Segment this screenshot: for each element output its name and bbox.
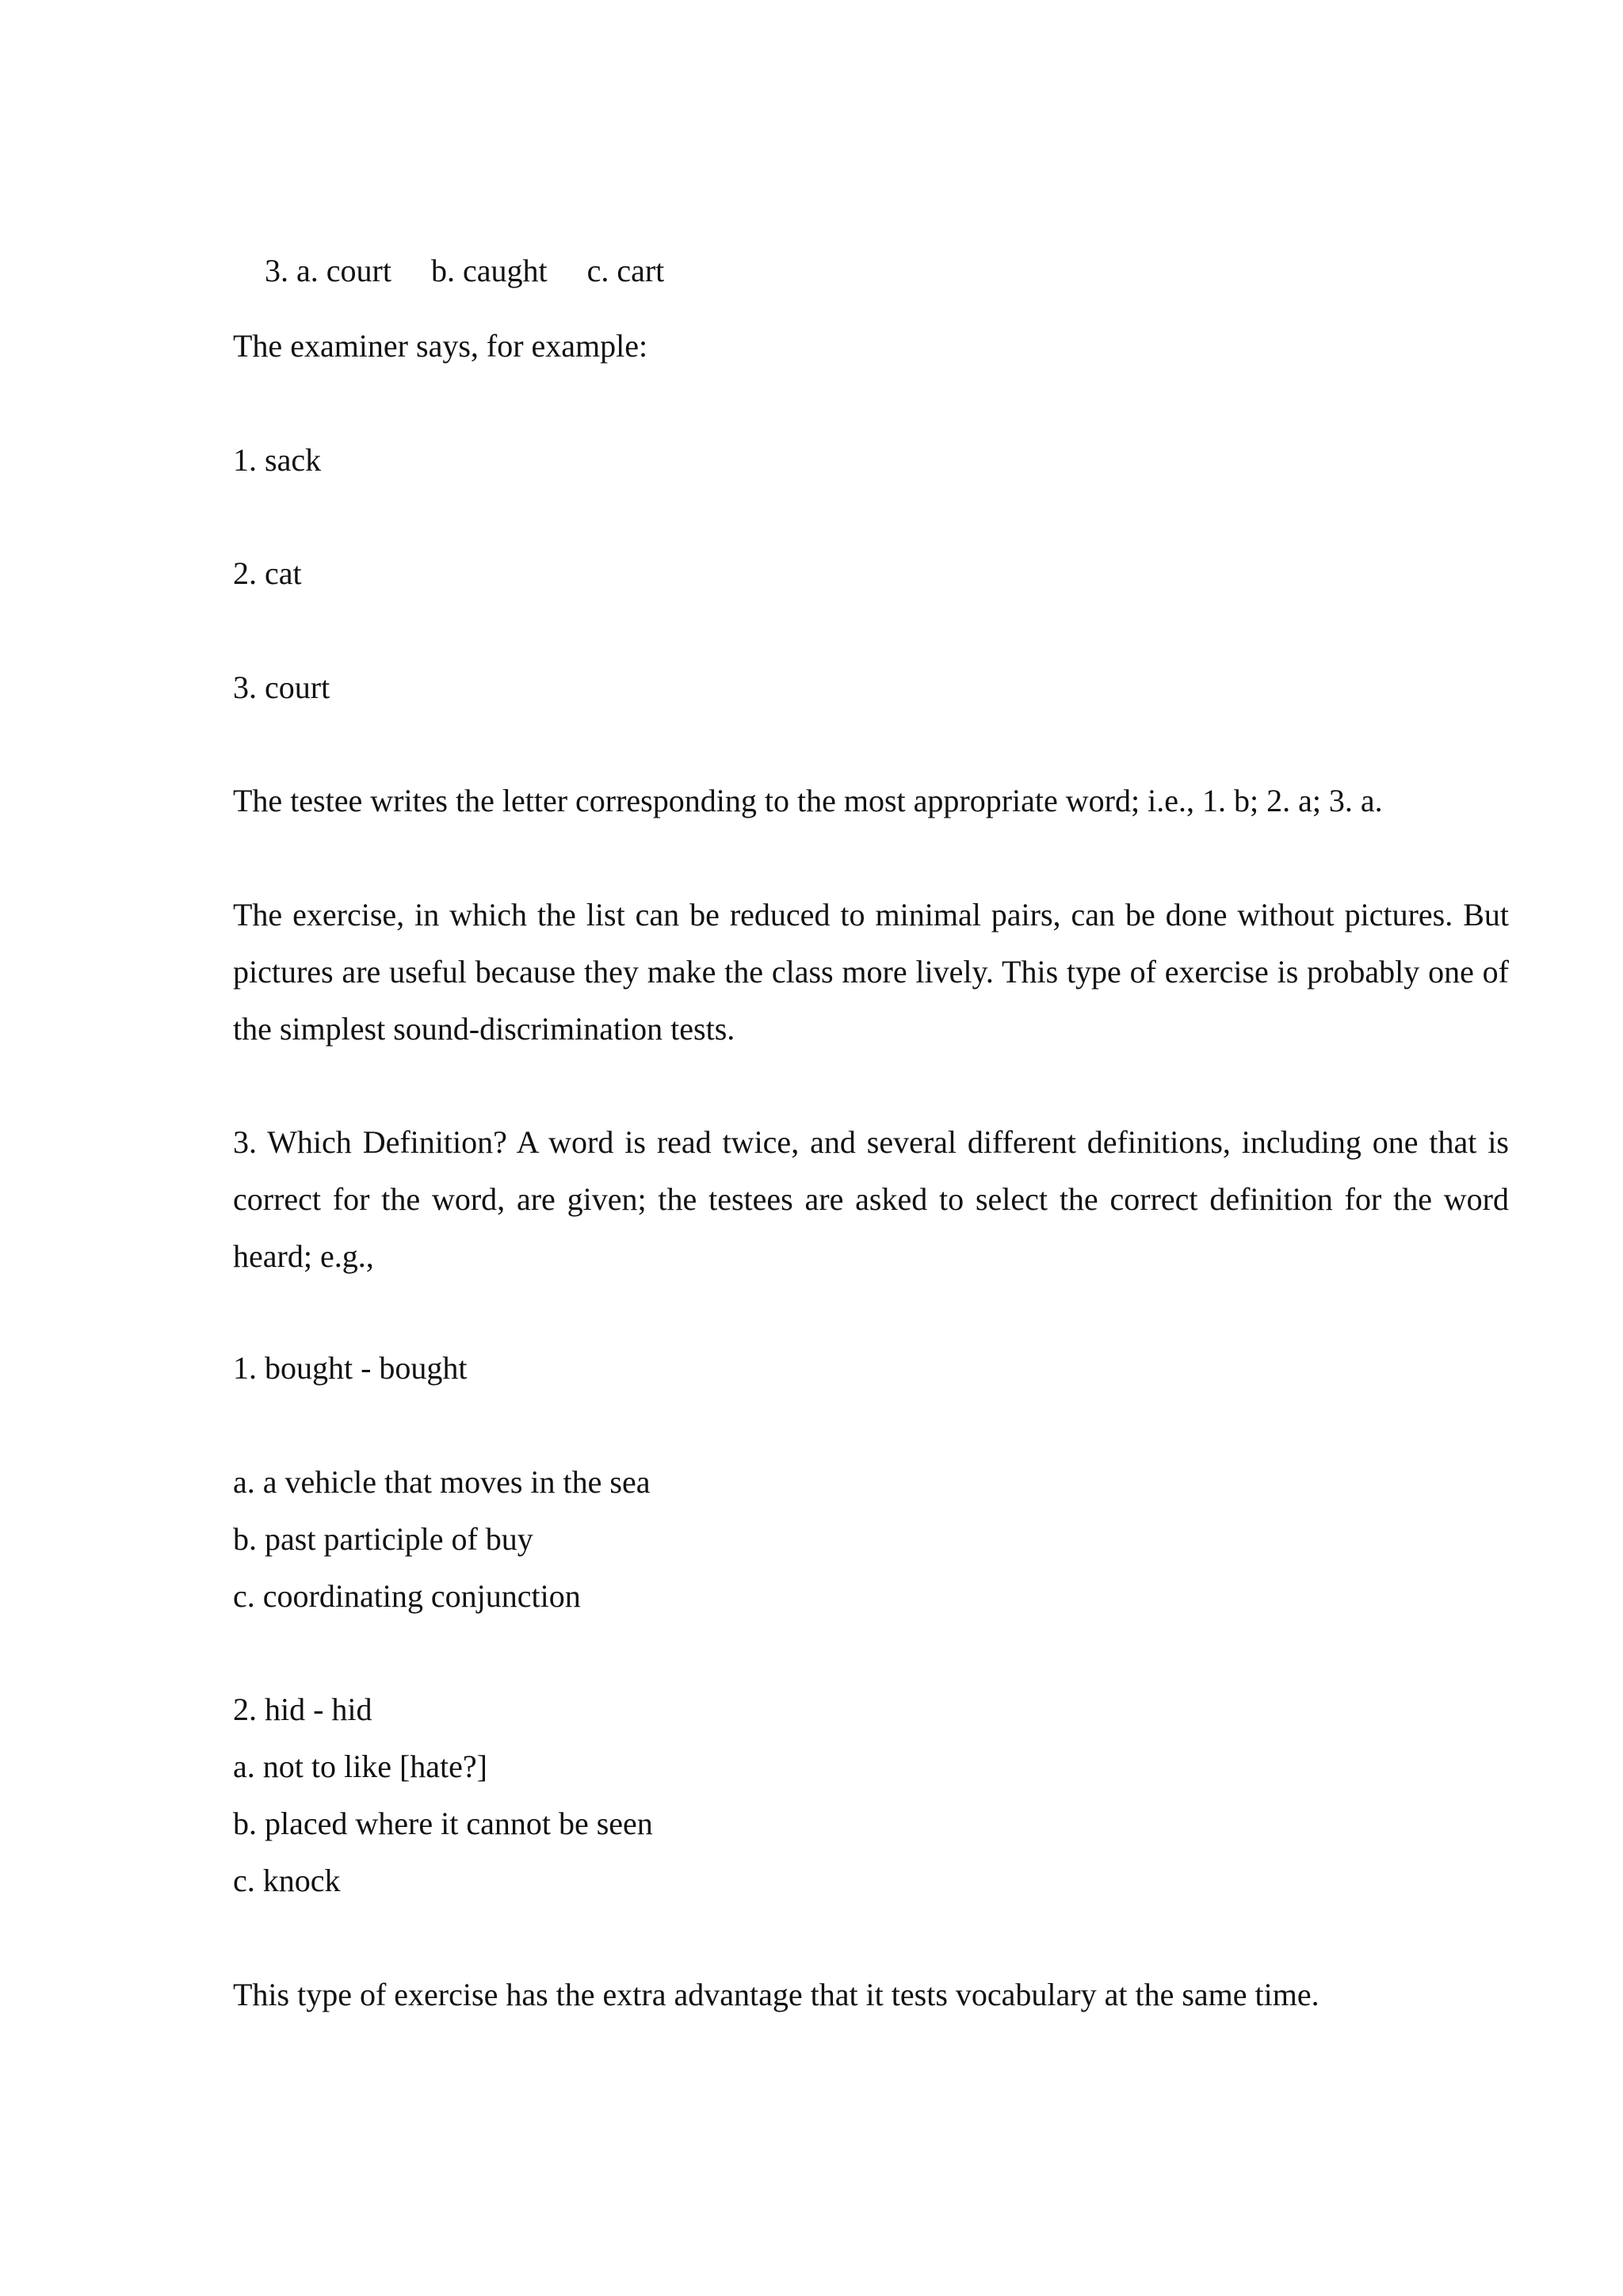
option-b: b. caught <box>430 253 548 288</box>
item2-option-b: b. placed where it cannot be seen <box>233 1806 653 1841</box>
spoken-word-3: 3. court <box>233 669 330 705</box>
item2-word: 2. hid - hid <box>233 1691 372 1727</box>
spoken-word-1: 1. sack <box>233 442 322 478</box>
item1-option-b: b. past participle of buy <box>233 1521 533 1557</box>
testee-instruction: The testee writes the letter corresponding to the most appropriate word; i.e., 1. b; 2. a; 3. a. <box>233 783 1383 818</box>
item1-option-a: a. a vehicle that moves in the sea <box>233 1464 651 1500</box>
examiner-intro: The examiner says, for example: <box>233 328 648 364</box>
item1-word: 1. bought - bought <box>233 1350 468 1386</box>
option-c: c. cart <box>586 253 665 288</box>
closing-sentence: This type of exercise has the extra advantage that it tests vocabulary at the same time. <box>233 1977 1319 2012</box>
item1-option-c: c. coordinating conjunction <box>233 1578 581 1614</box>
item2-option-c: c. knock <box>233 1863 341 1898</box>
item2-option-a: a. not to like [hate?] <box>233 1749 487 1784</box>
which-definition-paragraph: 3. Which Definition? A word is read twice, and several different definitions, including one that is correct for the word, are given; the testees are asked to select the correct definition for the word heard; e.g., <box>233 1124 1509 1274</box>
spoken-word-2: 2. cat <box>233 555 302 591</box>
exercise-paragraph: The exercise, in which the list can be reduced to minimal pairs, can be done without pictures. But pictures are useful because they make the class more lively. This type of exercise is probably one of the simplest sound-discrimination tests. <box>233 897 1509 1047</box>
option-a: 3. a. court <box>265 253 391 288</box>
q3-options <box>233 214 704 328</box>
